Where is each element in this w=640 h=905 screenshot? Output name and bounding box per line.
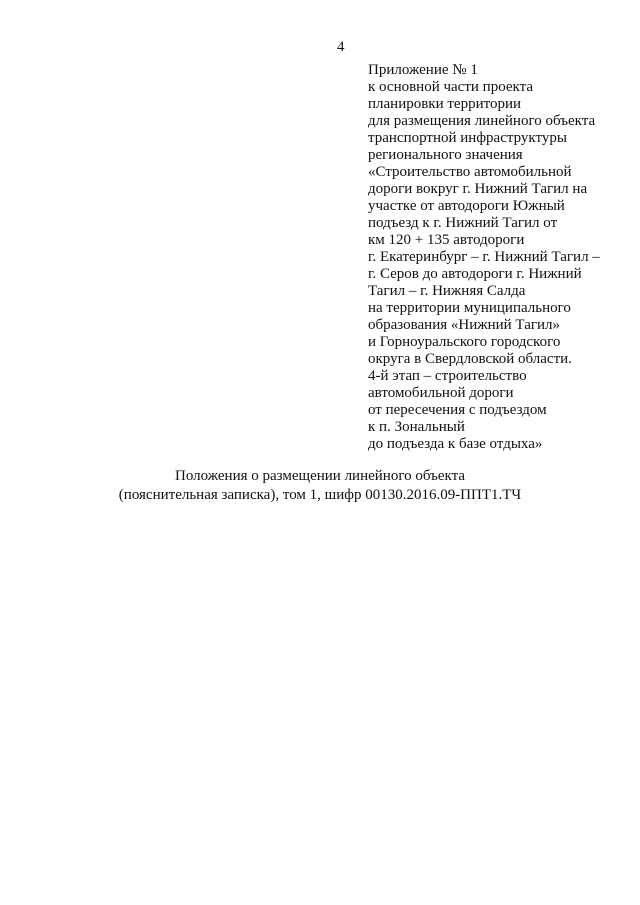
page-number: 4 <box>337 39 345 55</box>
appendix-line: подъезд к г. Нижний Тагил от <box>368 215 558 231</box>
appendix-line: участке от автодороги Южный <box>368 198 565 214</box>
appendix-line: «Строительство автомобильной <box>368 164 572 180</box>
appendix-line: транспортной инфраструктуры <box>368 130 567 146</box>
document-title-line-1: Положения о размещении линейного объекта <box>174 468 466 484</box>
appendix-line: автомобильной дороги <box>368 385 514 401</box>
appendix-line: округа в Свердловской области. <box>368 351 572 367</box>
appendix-line: дороги вокруг г. Нижний Тагил на <box>368 181 588 197</box>
appendix-line: до подъезда к базе отдыха» <box>368 436 543 452</box>
appendix-line: образования «Нижний Тагил» <box>368 317 561 333</box>
document-title-line-2: (пояснительная записка), том 1, шифр 00130.2016.09-ППТ1.ТЧ <box>118 487 522 503</box>
appendix-line: планировки территории <box>368 96 522 112</box>
appendix-line: 4-й этап – строительство <box>368 368 527 384</box>
appendix-line: регионального значения <box>368 147 523 163</box>
appendix-line: км 120 + 135 автодороги <box>368 232 525 248</box>
appendix-line: Приложение № 1 <box>368 62 478 78</box>
appendix-line: Тагил – г. Нижняя Салда <box>368 283 526 299</box>
appendix-line: г. Серов до автодороги г. Нижний <box>368 266 582 282</box>
appendix-line: к п. Зональный <box>368 419 465 435</box>
appendix-line: г. Екатеринбург – г. Нижний Тагил – <box>368 249 600 265</box>
appendix-line: для размещения линейного объекта <box>368 113 596 129</box>
appendix-line: к основной части проекта <box>368 79 534 95</box>
document-title <box>80 467 560 505</box>
appendix-block <box>368 62 630 453</box>
appendix-line: и Горноуральского городского <box>368 334 561 350</box>
appendix-line: на территории муниципального <box>368 300 571 316</box>
appendix-line: от пересечения с подъездом <box>368 402 547 418</box>
